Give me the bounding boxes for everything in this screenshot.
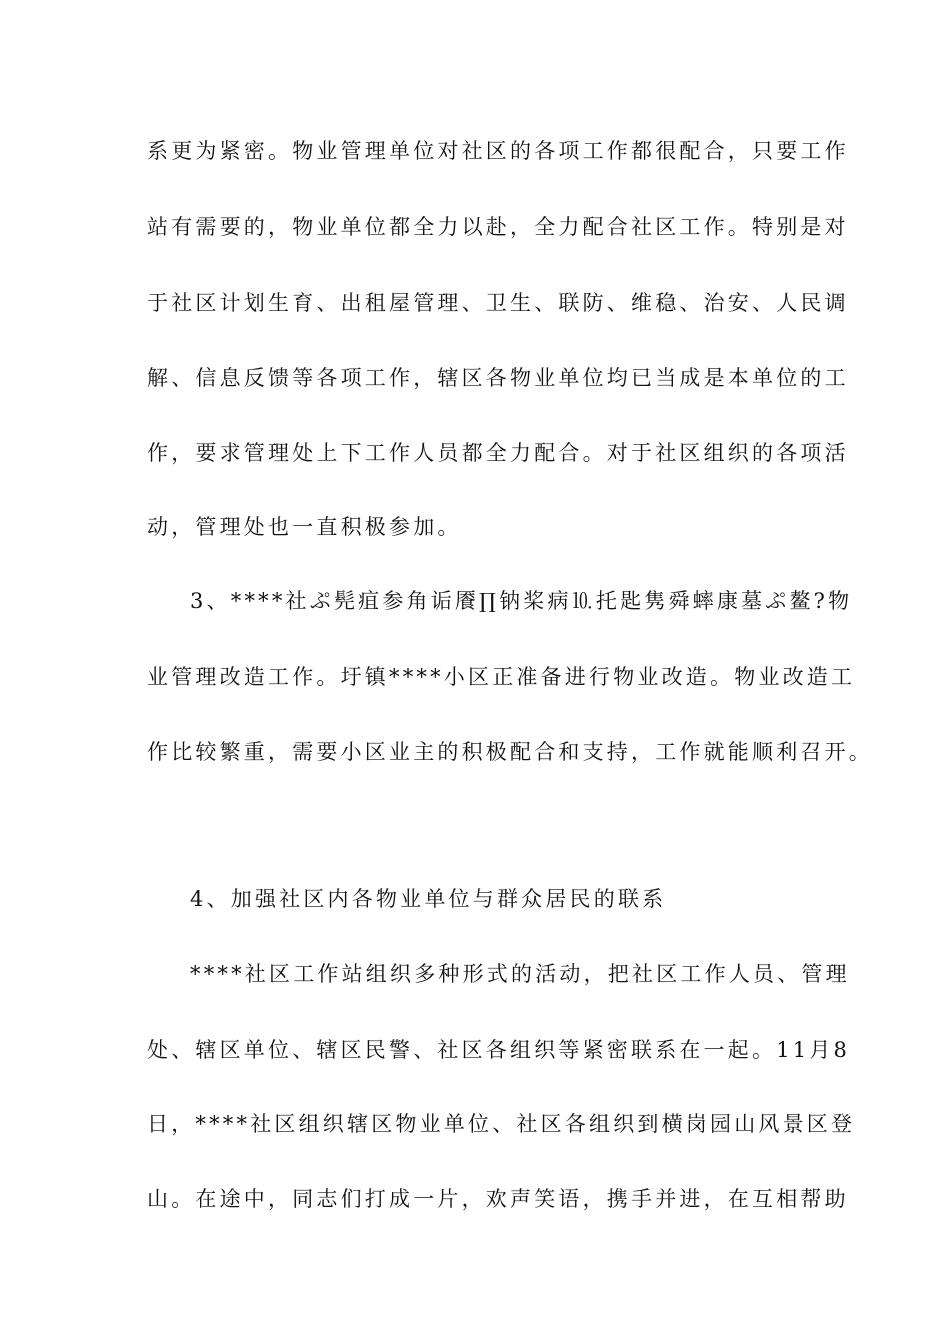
text-line: 解、信息反馈等各项工作，辖区各物业单位均已当成是本单位的工 — [147, 366, 849, 390]
section-4-heading: 4、加强社区内各物业单位与群众居民的联系 — [190, 887, 667, 911]
section-3-line: 3、****社ぷ髡疽参角诟餍∏钠桨病⒑托匙隽舜蟀康墓ぷ鳌?物 — [190, 589, 853, 613]
text-line: 站有需要的，物业单位都全力以赴，全力配合社区工作。特别是对 — [147, 215, 849, 239]
text-line: 系更为紧密。物业管理单位对社区的各项工作都很配合，只要工作 — [147, 139, 849, 163]
text-line: 作，要求管理处上下工作人员都全力配合。对于社区组织的各项活 — [147, 441, 849, 465]
text-line: 于社区计划生育、出租屋管理、卫生、联防、维稳、治安、人民调 — [147, 291, 849, 315]
text-line: 业管理改造工作。圩镇****小区正准备进行物业改造。物业改造工 — [147, 665, 856, 689]
text-line: 处、辖区单位、辖区民警、社区各组织等紧密联系在一起。11月8 — [147, 1038, 851, 1062]
text-line: 动，管理处也一直积极参加。 — [147, 515, 462, 539]
text-line: 山。在途中，同志们打成一片，欢声笑语，携手并进，在互相帮助 — [147, 1187, 849, 1211]
text-line: 日，****社区组织辖区物业单位、社区各组织到横岗园山风景区登 — [147, 1112, 856, 1136]
text-line: ****社区工作站组织多种形式的活动，把社区工作人员、管理 — [190, 962, 850, 986]
text-line: 作比较繁重，需要小区业主的积极配合和支持，工作就能顺利召开。 — [147, 740, 873, 764]
